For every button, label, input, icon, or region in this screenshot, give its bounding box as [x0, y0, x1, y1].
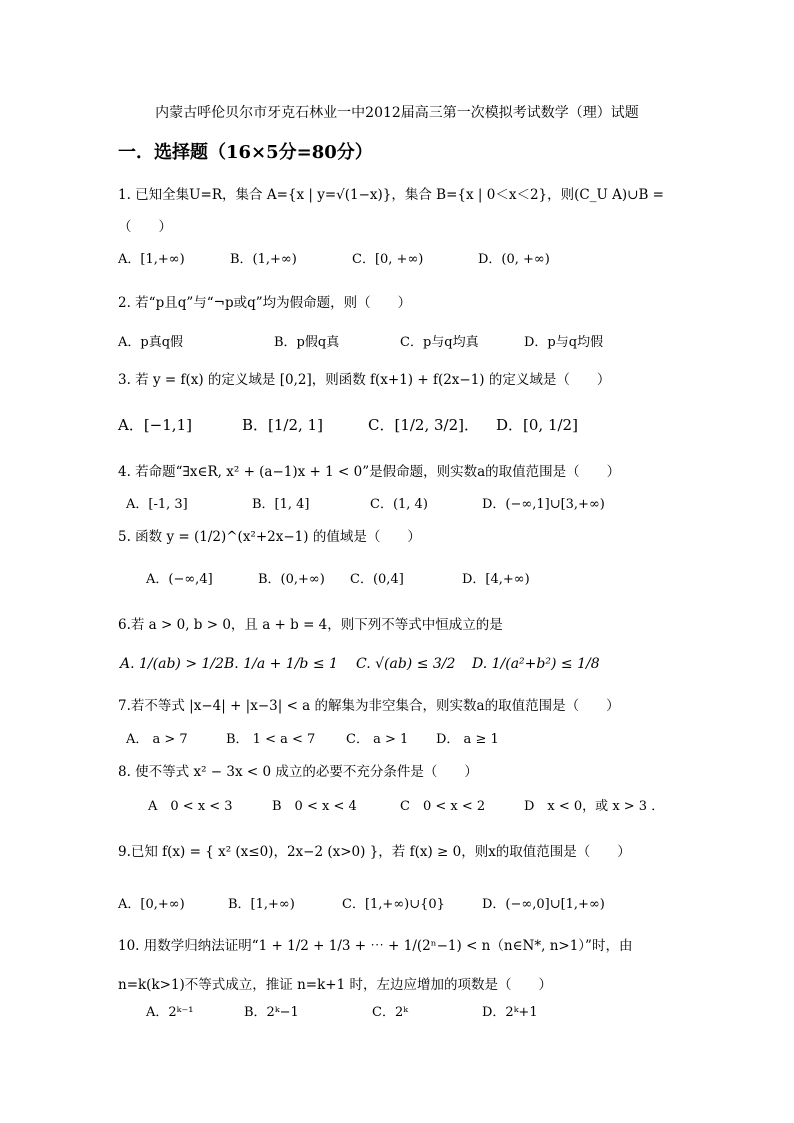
option-b: B．(1,+∞)	[230, 252, 297, 267]
option-a: A．[-1, 3]	[126, 497, 188, 512]
option-c: C．(0,4]	[350, 572, 404, 587]
option-d: D．(0, +∞)	[478, 252, 550, 267]
option-a: A．[0,+∞)	[118, 897, 185, 912]
option-c: C．[1,+∞)∪{0}	[342, 897, 445, 912]
option-d: D．(−∞,1]∪[3,+∞)	[482, 497, 605, 512]
option-c: C．p与q均真	[400, 335, 479, 350]
option-a: A． a > 7	[126, 732, 188, 747]
option-d: D．p与q均假	[524, 335, 604, 350]
option-d: D x < 0，或 x > 3 ．	[524, 799, 665, 814]
option-b: B．p假q真	[274, 335, 340, 350]
option-a: A．2ᵏ⁻¹	[146, 1005, 194, 1020]
option-a: A．p真q假	[118, 335, 184, 350]
option-d: D．[4,+∞)	[462, 572, 530, 587]
question-6-stem: 6.若 a > 0, b > 0，且 a + b = 4，则下列不等式中恒成立的是	[118, 617, 503, 633]
option-d: D．(−∞,0]∪[1,+∞)	[482, 897, 605, 912]
option-d: D. 1/(a²+b²) ≤ 1/8	[472, 656, 600, 672]
question-9-stem: 9.已知 f(x) = { x² (x≤0)，2x−2 (x>0) }，若 f(x) ≥ 0，则x的取值范围是（ ）	[118, 844, 631, 860]
option-b: B． 1 < a < 7	[226, 732, 316, 747]
option-a: A．[1,+∞)	[118, 252, 185, 267]
option-d: D．2ᵏ+1	[482, 1005, 538, 1020]
question-7-stem: 7.若不等式 |x−4| + |x−3| < a 的解集为非空集合，则实数a的取值范围是（ ）	[118, 698, 620, 714]
question-4-stem: 4. 若命题“∃x∈R, x² + (a−1)x + 1 < 0”是假命题，则实数a的取值范围是（ ）	[118, 464, 621, 480]
option-c: C．2ᵏ	[372, 1005, 408, 1020]
option-d: D．[0, 1/2]	[496, 416, 578, 434]
question-10-stem: 10. 用数学归纳法证明“1 + 1/2 + 1/3 + ⋯ + 1/(2ⁿ−1) < n（n∈N*, n>1）”时，由	[118, 938, 633, 954]
option-b: B. 1/a + 1/b ≤ 1	[224, 656, 338, 672]
option-a: A 0 < x < 3	[148, 799, 233, 814]
option-a: A. 1/(ab) > 1/2	[120, 656, 225, 672]
question-1-stem-cont: （ ）	[118, 219, 172, 235]
question-8-stem: 8. 使不等式 x² − 3x < 0 成立的必要不充分条件是（ ）	[118, 764, 478, 780]
option-b: B 0 < x < 4	[272, 799, 357, 814]
option-d: D． a ≥ 1	[436, 732, 499, 747]
option-c: C．[0, +∞)	[352, 252, 424, 267]
section-heading: 一．选择题（16×5分=80分）	[118, 142, 373, 163]
question-5-stem: 5. 函数 y = (1/2)^(x²+2x−1) 的值域是（ ）	[118, 529, 421, 545]
option-c: C. √(ab) ≤ 3/2	[356, 656, 456, 672]
question-1-stem: 1. 已知全集U=R，集合 A={x | y=√(1−x)}，集合 B={x | 0＜x＜2}，则(C_U A)∪B =	[118, 187, 664, 203]
option-a: A．(−∞,4]	[146, 572, 213, 587]
option-c: C． a > 1	[346, 732, 409, 747]
option-c: C．[1/2, 3/2]．	[368, 416, 479, 434]
option-c: C．(1, 4)	[370, 497, 428, 512]
question-2-stem: 2. 若“p且q”与“¬p或q”均为假命题，则（ ）	[118, 295, 412, 311]
option-b: B．2ᵏ−1	[244, 1005, 299, 1020]
option-b: B．[1, 4]	[252, 497, 310, 512]
option-a: A．[−1,1]	[118, 416, 192, 434]
question-10-stem-cont: n=k(k>1)不等式成立，推证 n=k+1 时，左边应增加的项数是（ ）	[118, 977, 552, 993]
option-b: B．(0,+∞)	[258, 572, 325, 587]
option-c: C 0 < x < 2	[400, 799, 486, 814]
option-b: B．[1,+∞)	[228, 897, 295, 912]
document-title: 内蒙古呼伦贝尔市牙克石林业一中2012届高三第一次模拟考试数学（理）试题	[155, 105, 639, 121]
option-b: B．[1/2, 1]	[242, 416, 323, 434]
question-3-stem: 3. 若 y = f(x) 的定义域是 [0,2]，则函数 f(x+1) + f(2x−1) 的定义域是（ ）	[118, 372, 611, 388]
